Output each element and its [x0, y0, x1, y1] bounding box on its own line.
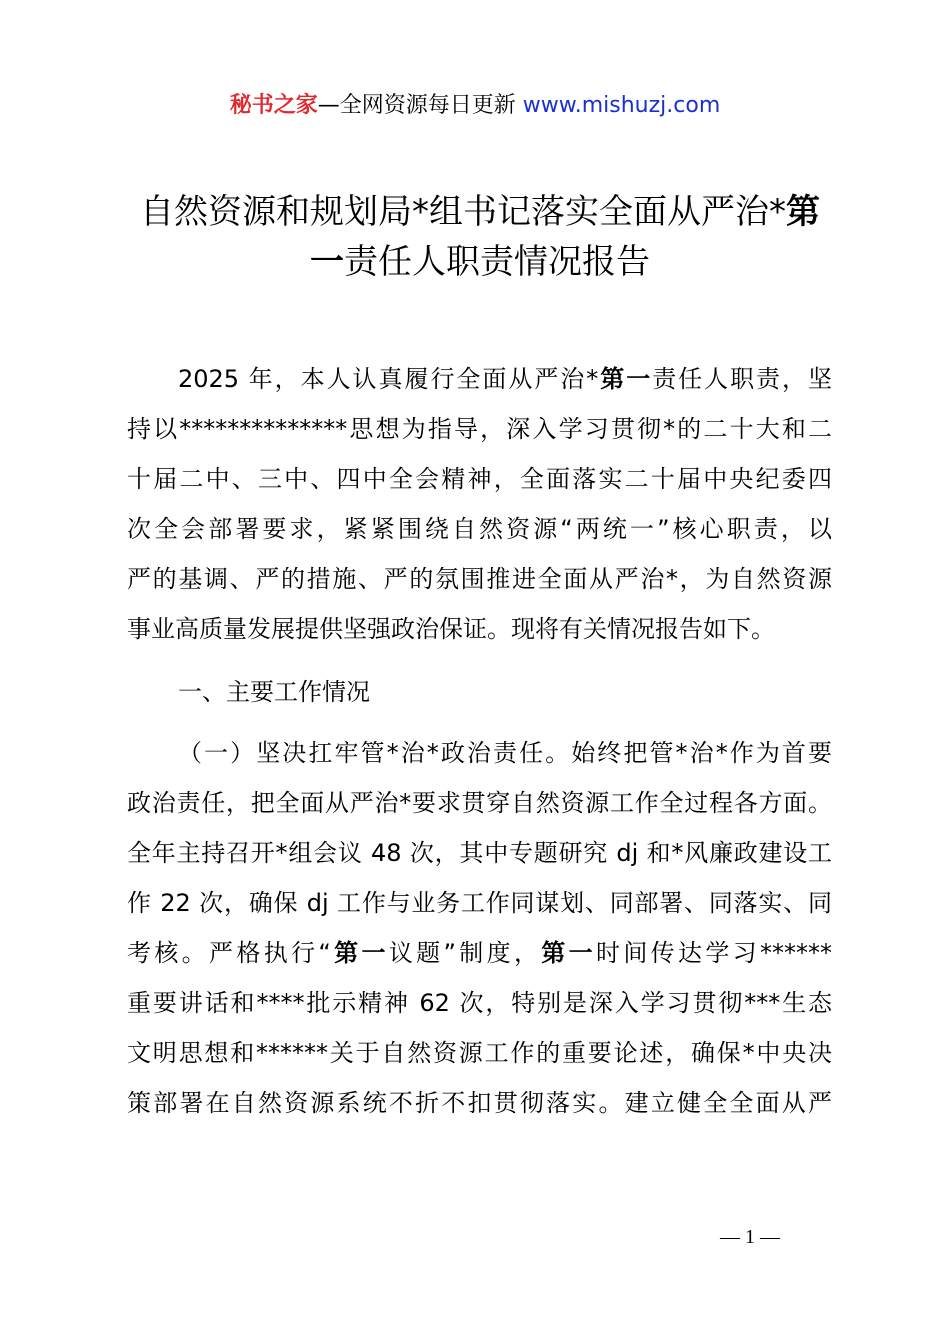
site-tagline: —全网资源每日更新 [317, 93, 523, 118]
document-title-line-1 [120, 184, 840, 233]
text-run: 重要讲话和****批示精神 62 次，特别是深入学习贯彻***生态 [127, 989, 832, 1017]
title-text: 一责任人职责情况报告 [310, 242, 650, 282]
text-run: 严的基调、严的措施、严的氛围推进全面从严治*，为自然资源 [127, 565, 832, 593]
text-run: 策部署在自然资源系统不折不扣贯彻落实。建立健全全面从严 [127, 1089, 832, 1117]
body-line [127, 938, 832, 968]
body-line [127, 414, 832, 444]
site-brand: 秘书之家 [229, 93, 318, 118]
text-run: 次全会部署要求，紧紧围绕自然资源“两统一”核心职责，以 [127, 515, 832, 543]
text-run: 一、主要工作情况 [178, 678, 370, 706]
text-run: 考核。严格执行“ [127, 939, 331, 967]
text-run: 全年主持召开*组会议 48 次，其中专题研究 dj 和*风廉政建设工 [127, 839, 832, 867]
body-line [127, 838, 832, 868]
title-text: 自然资源和规划局*组书记落实全面从严治*第 [140, 192, 820, 232]
section-heading [178, 677, 832, 707]
body-line [127, 564, 832, 594]
bold-text: 第一 [541, 939, 596, 967]
body-line [127, 464, 832, 494]
text-run: （一）坚决扛牢管*治*政治责任。始终把管*治*作为首要 [178, 739, 832, 767]
text-run: 时间传达学习****** [595, 939, 833, 967]
body-line [178, 364, 832, 394]
body-line [127, 1038, 832, 1068]
bold-text: 第一 [598, 365, 653, 393]
text-run: 作 22 次，确保 dj 工作与业务工作同谋划、同部署、同落实、同 [127, 889, 832, 917]
body-line [127, 1088, 832, 1118]
body-line [127, 514, 832, 544]
body-line [127, 988, 832, 1018]
text-run: 十届二中、三中、四中全会精神，全面落实二十届中央纪委四 [127, 465, 832, 493]
body-line [127, 888, 832, 918]
text-run: 责任人职责，坚 [652, 365, 832, 393]
text-run: 持以**************思想为指导，深入学习贯彻*的二十大和二 [127, 415, 832, 443]
text-run: 文明思想和******关于自然资源工作的重要论述，确保*中央决 [127, 1039, 832, 1067]
text-run: 议题”制度， [388, 939, 542, 967]
document-title-line-2 [120, 234, 840, 283]
text-run: 2025 年，本人认真履行全面从严治* [178, 365, 599, 393]
site-header [0, 88, 950, 119]
body-line [178, 738, 832, 768]
body-line [127, 614, 832, 644]
text-run: 事业高质量发展提供坚强政治保证。现将有关情况报告如下。 [127, 615, 775, 643]
body-line [127, 788, 832, 818]
site-url-link[interactable]: www.mishuzj.com [522, 93, 721, 118]
bold-text: 第一 [330, 939, 389, 967]
page-number: — 1 — [720, 1226, 780, 1248]
text-run: 政治责任，把全面从严治*要求贯穿自然资源工作全过程各方面。 [127, 789, 832, 817]
